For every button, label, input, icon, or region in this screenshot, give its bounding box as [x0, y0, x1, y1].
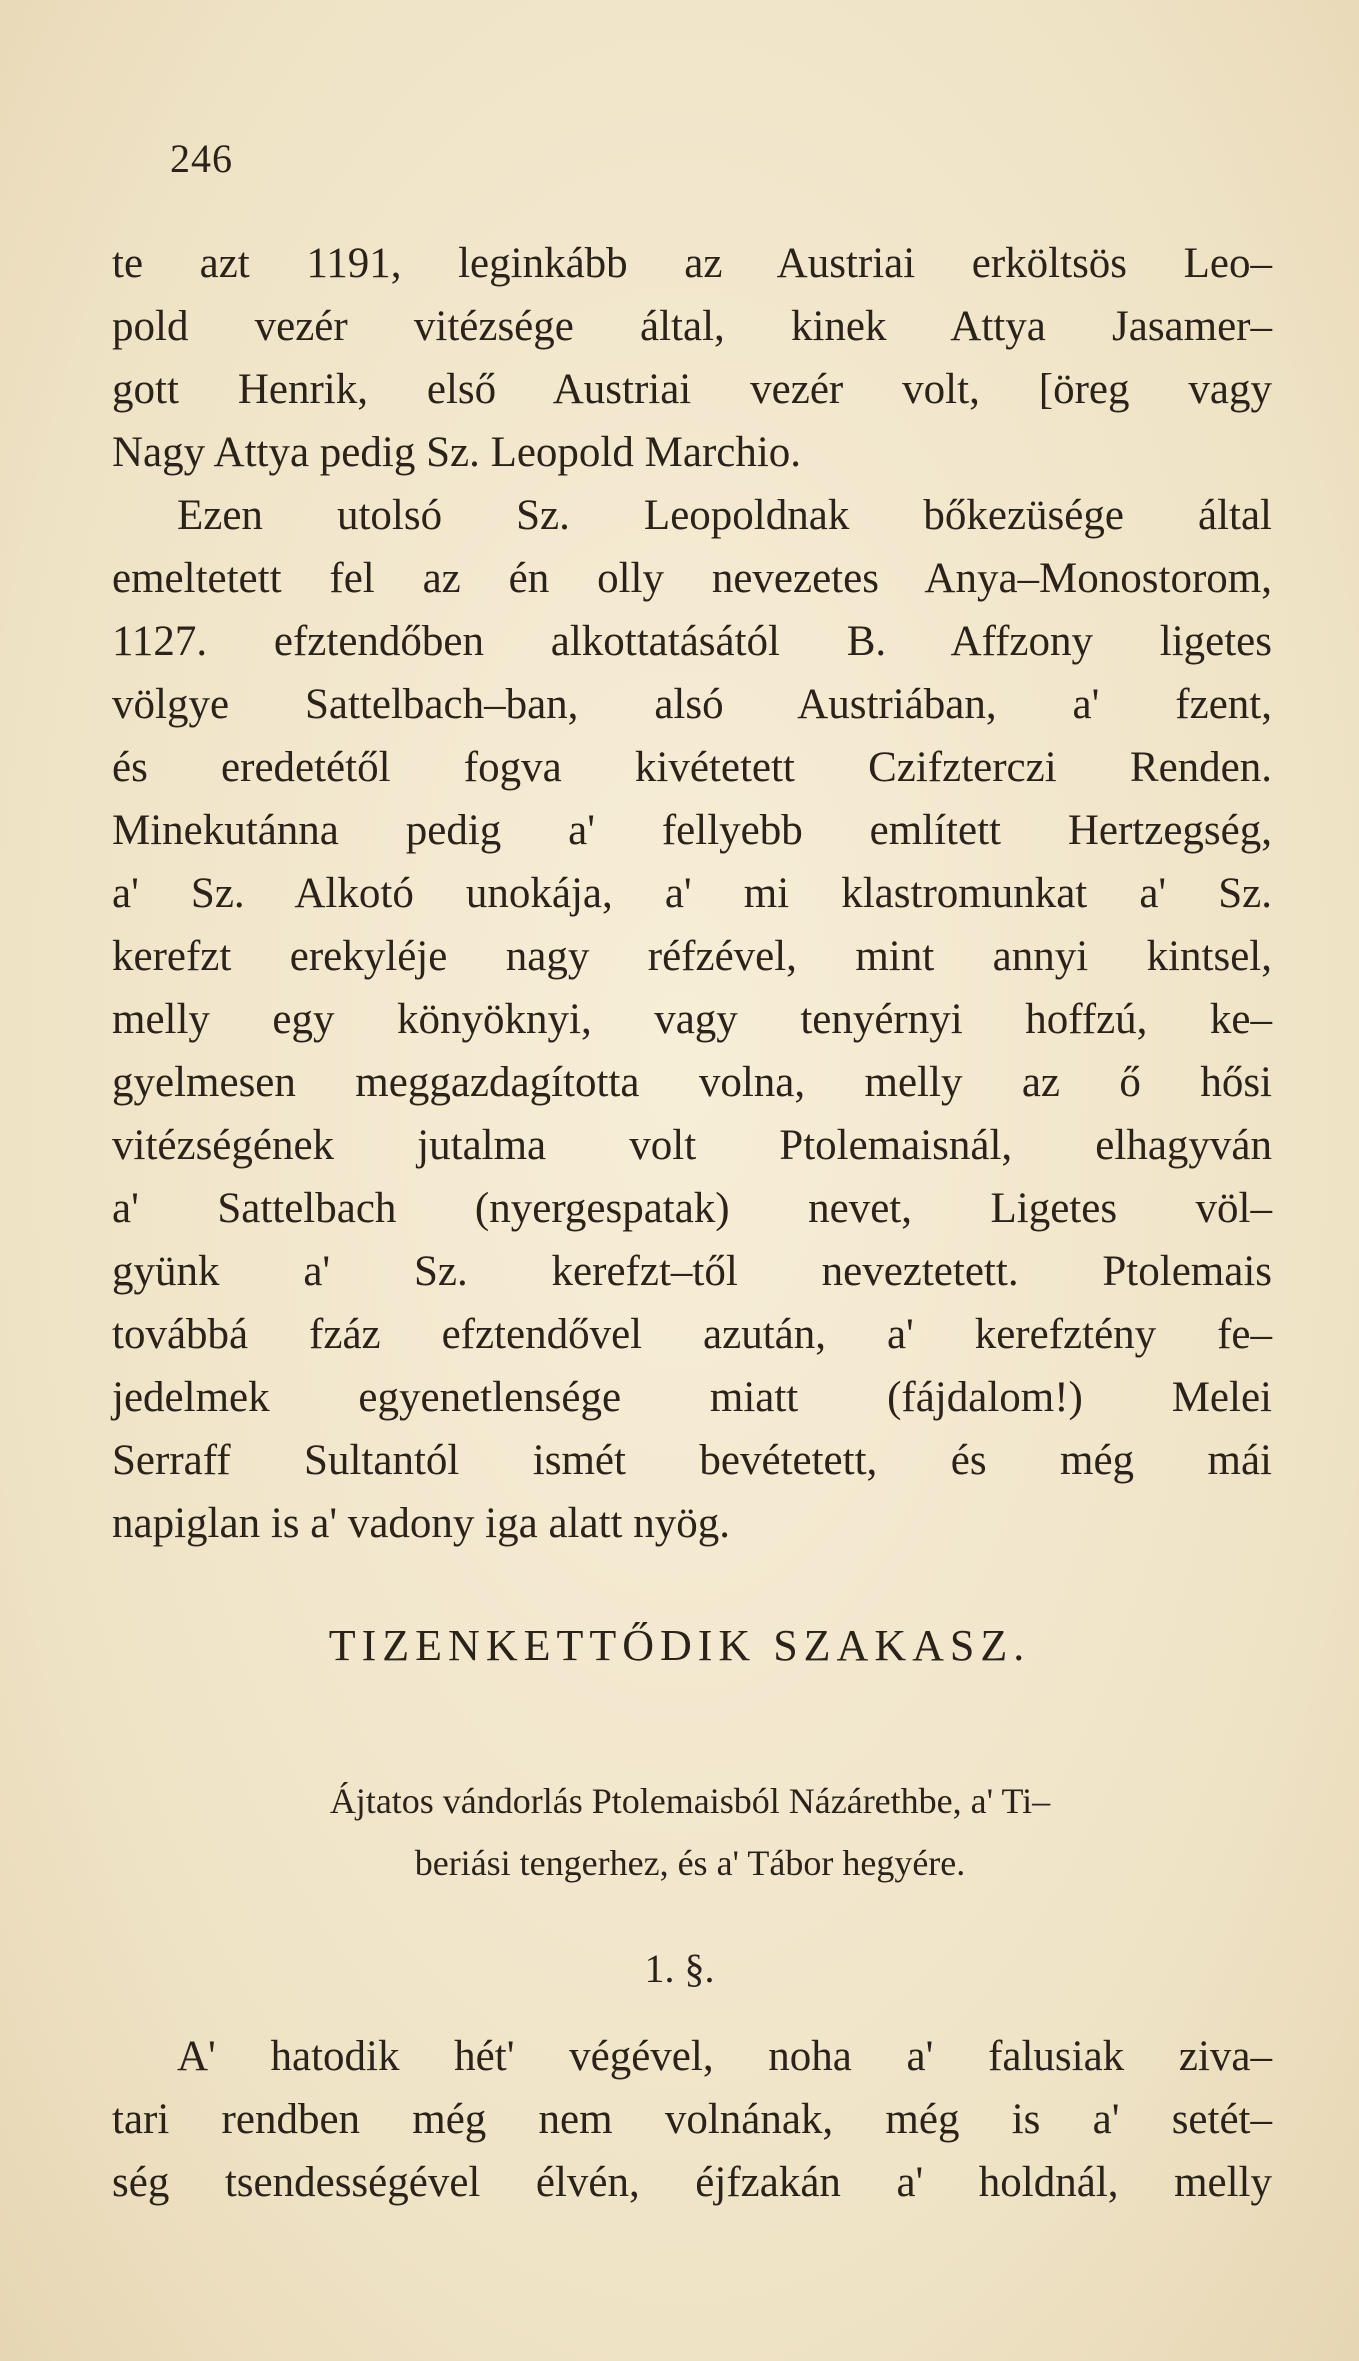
text-line: pold vezér vitézsége által, kinek Attya Jasamer– [112, 303, 1272, 350]
text-line: és eredetétől fogva kivétetett Czifzterczi Renden. [112, 744, 1272, 791]
text-line: Nagy Attya pedig Sz. Leopold Marchio. [112, 429, 802, 476]
text-line: gott Henrik, első Austriai vezér volt, [öreg vagy [112, 366, 1272, 413]
section-summary [160, 1770, 1220, 1894]
text-line: a' Sz. Alkotó unokája, a' mi klastromunkat a' Sz. [112, 870, 1272, 917]
paragraph-2 [112, 484, 1272, 1555]
text-line: vitézségének jutalma volt Ptolemaisnál, elhagyván [112, 1122, 1272, 1169]
text-line: kerefzt erekyléje nagy réfzével, mint annyi kintsel, [112, 933, 1272, 980]
text-line: völgye Sattelbach–ban, alsó Austriában, a' fzent, [112, 681, 1272, 728]
main-text-block [112, 232, 1272, 1555]
text-line: melly egy könyöknyi, vagy tenyérnyi hoffzú, ke– [112, 996, 1272, 1043]
text-line: Serraff Sultantól ismét bevétetett, és még mái [112, 1437, 1272, 1484]
text-line: tari rendben még nem volnának, még is a' setét– [112, 2096, 1272, 2143]
text-line: gyünk a' Sz. kerefzt–től neveztetett. Ptolemais [112, 1248, 1272, 1295]
text-line: A' hatodik hét' végével, noha a' falusiak ziva– [177, 2033, 1272, 2080]
text-line: továbbá fzáz efztendővel azután, a' kerefztény fe– [112, 1311, 1272, 1358]
page-number: 246 [170, 136, 233, 181]
text-line: a' Sattelbach (nyergespatak) nevet, Ligetes völ– [112, 1185, 1272, 1232]
summary-line: Ájtatos vándorlás Ptolemaisból Názárethbe, a' Ti– [329, 1781, 1051, 1821]
paragraph-1 [112, 232, 1272, 484]
text-line: jedelmek egyenetlensége miatt (fájdalom!) Melei [112, 1374, 1272, 1421]
text-line: Ezen utolsó Sz. Leopoldnak bőkezüsége által [177, 492, 1272, 539]
text-line: te azt 1191, leginkább az Austriai erköltsös Leo– [112, 240, 1272, 287]
text-line: gyelmesen meggazdagította volna, melly az ő hősi [112, 1059, 1272, 1106]
text-line: napiglan is a' vadony iga alatt nyög. [112, 1500, 730, 1547]
section-heading: TIZENKETTŐDIK SZAKASZ. [328, 1621, 1031, 1670]
text-line: 1127. efztendőben alkottatásától B. Affzony ligetes [112, 618, 1272, 665]
paragraph-3 [112, 2025, 1272, 2214]
text-line: ség tsendességével élvén, éjfzakán a' holdnál, melly [112, 2159, 1272, 2206]
text-line: Minekutánna pedig a' fellyebb említett Hertzegség, [112, 807, 1272, 854]
paragraph-number: 1. §. [644, 1946, 715, 1991]
text-line: emeltetett fel az én olly nevezetes Anya–Monostorom, [112, 555, 1272, 602]
summary-line: beriási tengerhez, és a' Tábor hegyére. [414, 1843, 966, 1883]
